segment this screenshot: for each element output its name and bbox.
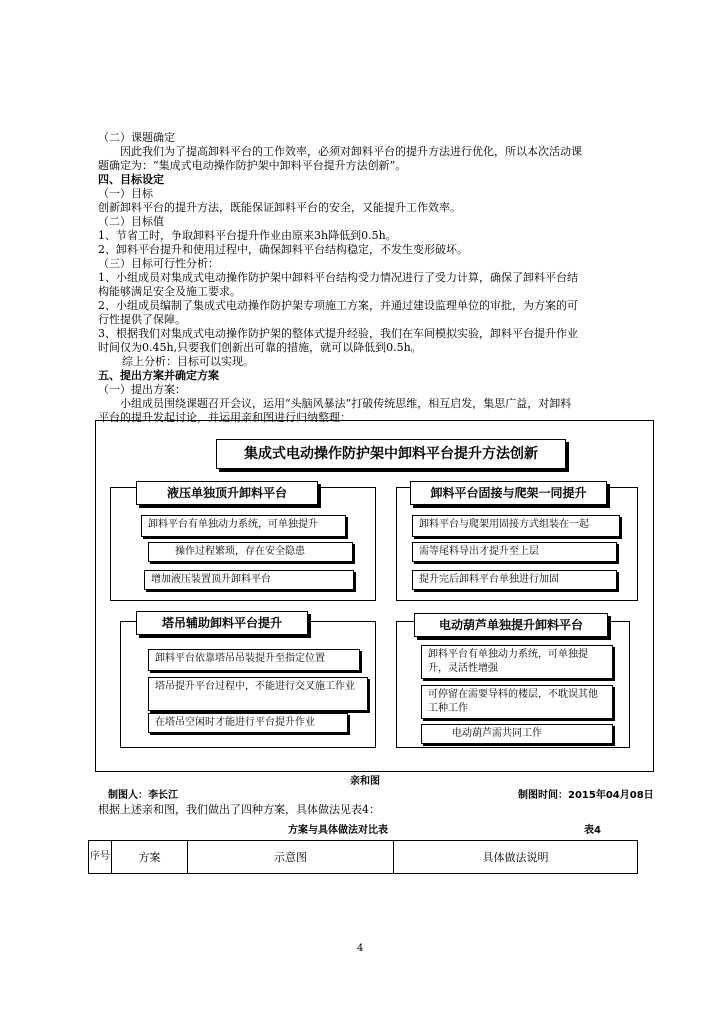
group-title-3: 塔吊辅助卸料平台提升 xyxy=(136,611,308,635)
s4-2-heading: （二）目标值 xyxy=(98,215,164,228)
s5-heading: 五、提出方案并确定方案 xyxy=(98,369,219,382)
group4-item2: 可停留在需要导料的楼层，不耽误其他工种工作 xyxy=(421,685,613,719)
s4-1-text: 创新卸料平台的提升方法，既能保证卸料平台的安全，又能提升工作效率。 xyxy=(98,201,461,214)
group-title-4: 电动葫芦单独提升卸料平台 xyxy=(414,613,608,637)
s4-3-item1-l1: 1、小组成员对集成式电动操作防护架中卸料平台结构受力情况进行了受力计算，确保了卸料平台结 xyxy=(98,271,578,284)
header-diagram: 示意图 xyxy=(188,841,394,874)
table-number: 表4 xyxy=(584,825,601,836)
group-title-2: 卸料平台固接与爬架一同提升 xyxy=(410,481,607,505)
diagram-caption: 亲和图 xyxy=(350,776,380,787)
s5-1-heading: （一）提出方案： xyxy=(98,383,186,396)
affinity-diagram xyxy=(95,420,654,772)
group3-item1: 卸料平台依靠塔吊吊装提升至指定位置 xyxy=(148,649,360,671)
after-diagram-text: 根据上述亲和图，我们做出了四种方案，具体做法见表4： xyxy=(98,803,380,816)
s2-line1: 因此我们为了提高卸料平台的工作效率，必须对卸料平台的提升方法进行优化，所以本次活动课 xyxy=(120,145,582,158)
group4-item1: 卸料平台有单独动力系统，可单独提升，灵活性增强 xyxy=(421,645,613,679)
s5-1-line1: 小组成员围绕课题召开会议，运用“头脑风暴法”打破传统思维，相互启发，集思广益，对卸料 xyxy=(120,397,572,410)
s4-3-item1-l2: 构能够满足安全及施工要求。 xyxy=(98,285,241,298)
s2-line2: 题确定为：“集成式电动操作防护架中卸料平台提升方法创新”。 xyxy=(98,159,407,172)
group4-item3: 电动葫芦需共同工作 xyxy=(421,724,613,744)
page-number: 4 xyxy=(357,943,364,954)
group1-item3: 增加液压装置顶升卸料平台 xyxy=(144,570,354,590)
s4-3-summary: 综上分析：目标可以实现。 xyxy=(122,355,254,368)
s4-2-item2: 2、卸料平台提升和使用过程中，确保卸料平台结构稳定，不发生变形破坏。 xyxy=(98,243,468,256)
group3-item2: 塔吊提升平台过程中，不能进行交叉施工作业 xyxy=(148,677,368,711)
group2-item1: 卸料平台与爬架用固接方式组装在一起 xyxy=(412,515,620,537)
group-title-1: 液压单独顶升卸料平台 xyxy=(136,481,318,505)
header-description: 具体做法说明 xyxy=(394,841,638,874)
s4-heading: 四、目标设定 xyxy=(98,173,164,186)
group3-item3: 在塔吊空闲时才能进行平台提升作业 xyxy=(148,713,348,733)
diagram-maker: 制图人：李长江 xyxy=(108,790,178,801)
s2-heading: （二）课题确定 xyxy=(98,131,175,144)
group1-item1: 卸料平台有单独动力系统，可单独提升 xyxy=(141,515,346,537)
s4-3-item2-l1: 2、小组成员编制了集成式电动操作防护架专项施工方案，并通过建设监理单位的审批，为方案的可 xyxy=(98,299,578,312)
s4-3-item2-l2: 行性提供了保障。 xyxy=(98,313,186,326)
s4-1-heading: （一）目标 xyxy=(98,187,153,200)
header-plan: 方案 xyxy=(112,841,188,874)
diagram-title: 集成式电动操作防护架中卸料平台提升方法创新 xyxy=(216,439,566,469)
header-index: 序号 xyxy=(89,841,112,874)
s4-3-heading: （三）目标可行性分析： xyxy=(98,257,219,270)
s4-3-item3-l1: 3、根据我们对集成式电动操作防护架的整体式提升经验，我们在车间模拟实验，卸料平台提升作业 xyxy=(98,327,578,340)
comparison-table xyxy=(88,840,638,874)
s5-1-line2: 平台的提升发起讨论，并运用亲和图进行归纳整理： xyxy=(98,411,351,424)
group1-item2: 操作过程繁琐，存在安全隐患 xyxy=(148,542,353,562)
s4-2-item1: 1、节省工时，争取卸料平台提升作业由原来3h降低到0.5h。 xyxy=(98,229,397,242)
diagram-date: 制图时间：2015年04月08日 xyxy=(518,790,654,801)
s4-3-item3-l2: 时间仅为0.45h,只要我们创新出可靠的措施，就可以降低到0.5h。 xyxy=(98,341,422,354)
table-title: 方案与具体做法对比表 xyxy=(288,825,388,836)
group2-item3: 提升完后卸料平台单独进行加固 xyxy=(412,570,617,590)
group2-item2: 需等尾料导出才提升至上层 xyxy=(412,542,617,562)
table-header-row xyxy=(89,841,638,874)
